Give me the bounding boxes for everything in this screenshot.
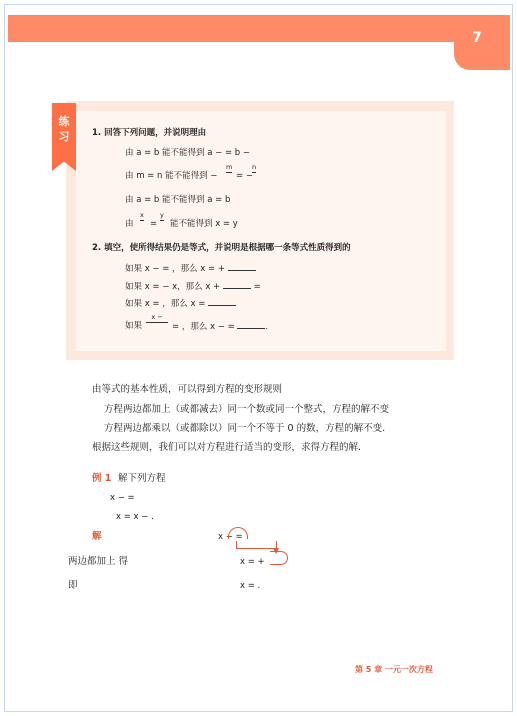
blank <box>237 321 265 329</box>
q2-line-4-a: 如果 <box>125 321 143 331</box>
q1-line-1: 由 a = b 能不能得到 a − = b − <box>125 148 251 158</box>
blank <box>228 263 256 271</box>
q1-frac-y: y <box>160 211 164 219</box>
q1-line-4-b: = <box>150 219 158 229</box>
q1-line-4-a: 由 <box>125 219 134 229</box>
body-line-2: 方程两边都加上（或都减去）同一个数或同一个整式，方程的解不变 <box>104 404 390 415</box>
q2-line-2: 如果 x = − x，那么 x + = <box>125 282 261 292</box>
transfer-bracket <box>236 541 277 549</box>
therefore-label: 即 <box>68 580 78 591</box>
example-equation-2: x = x − . <box>116 512 154 522</box>
q1-line-3: 由 a = b 能不能得到 a = b <box>125 195 231 205</box>
chapter-footer: 第 5 章 一元一次方程 <box>355 665 433 674</box>
q2-frac: x − <box>146 314 168 331</box>
highlight-arc-2 <box>270 551 288 565</box>
q2-line-1: 如果 x − = ，那么 x = + <box>125 263 256 275</box>
q1-line-2-a: 由 m = n 能不能得到 − <box>125 171 218 181</box>
solution-line-1: x − = <box>218 532 243 542</box>
step-label: 两边都加上 得 <box>68 556 129 567</box>
example-label: 例 1 <box>92 473 112 484</box>
q1-line-2-b: = − <box>236 171 253 181</box>
header-band <box>8 15 510 42</box>
q1-line-4-c: 能不能得到 x = y <box>170 219 238 229</box>
q2-line-4-b: = ，那么 x − = . <box>172 322 269 332</box>
blank <box>208 298 236 306</box>
solution-label: 解 <box>92 531 102 542</box>
blank <box>223 281 251 289</box>
question-1-title: 1. 回答下列问题，并说明理由 <box>92 128 207 138</box>
solution-line-3: x = . <box>240 581 261 591</box>
q2-line-3: 如果 x = ，那么 x = <box>125 298 236 310</box>
body-line-4: 根据这些规则，我们可以对方程进行适当的变形，求得方程的解. <box>92 442 362 453</box>
exercise-inner <box>76 111 446 351</box>
solution-line-2: x = + <box>240 557 265 567</box>
body-line-3: 方程两边都乘以（或都除以）同一个不等于 0 的数，方程的解不变. <box>104 423 386 434</box>
q1-frac-m: m <box>226 163 233 171</box>
page-number: 7 <box>472 30 482 46</box>
body-line-1: 由等式的基本性质，可以得到方程的变形规则 <box>92 384 283 395</box>
q1-frac-x: x <box>140 211 144 219</box>
q1-frac-n: n <box>252 163 257 171</box>
example-equation-1: x − = <box>110 493 135 503</box>
exercise-ribbon-label: 练 习 <box>58 115 70 143</box>
question-2-title: 2. 填空，使所得结果仍是等式，并说明是根据哪一条等式性质得到的 <box>92 243 351 253</box>
example-prompt: 解下列方程 <box>118 473 166 484</box>
